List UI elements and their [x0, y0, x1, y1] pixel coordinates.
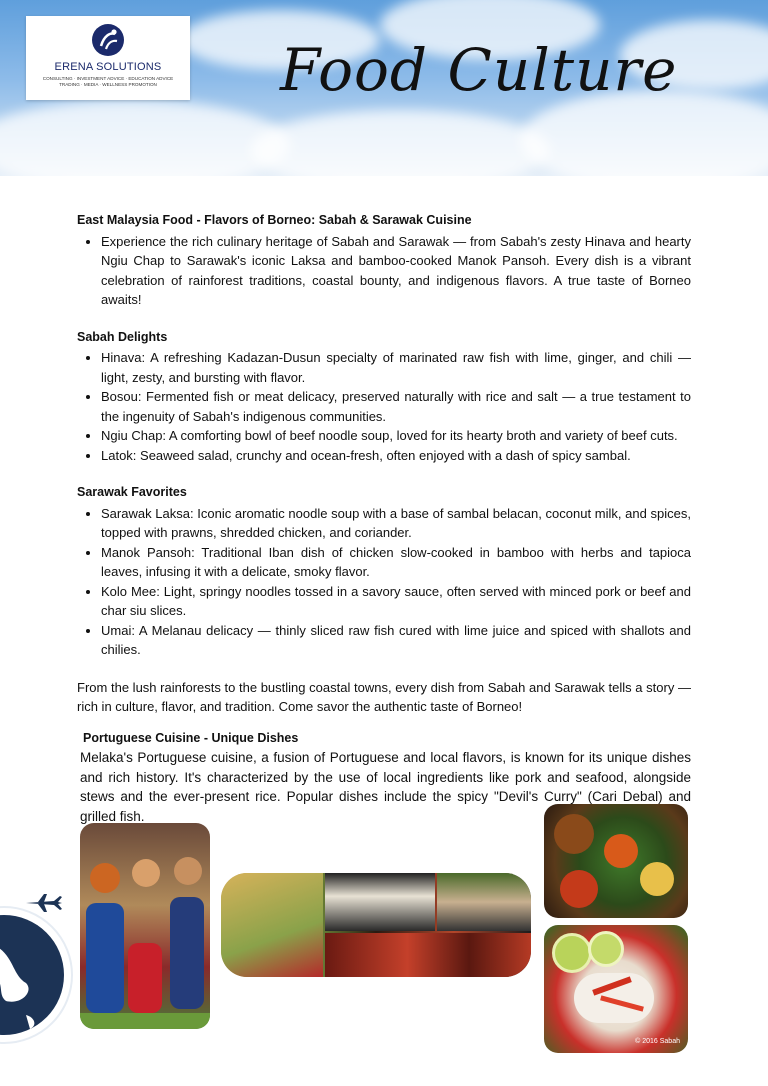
list-item: • Umai: A Melanau delicacy — thinly sliced raw fish cured with lime juice and spiced with shallots and chilies.: [101, 621, 691, 660]
list-item: • Kolo Mee: Light, springy noodles tossed in a savory sauce, often served with minced pork or beef and char siu slices.: [101, 582, 691, 621]
hinava-dish-photo: [544, 925, 688, 1053]
list-item: • Manok Pansoh: Traditional Iban dish of chicken slow-cooked in bamboo with herbs and tapioca leaves, infusing it with a delicate, smoky flavor.: [101, 543, 691, 582]
east-malaysia-heading: East Malaysia Food - Flavors of Borneo: Sabah & Sarawak Cuisine: [77, 213, 472, 227]
list-item: • Hinava: A refreshing Kadazan-Dusun specialty of marinated raw fish with lime, ginger, and chili — light, zesty, and bursting with flavor.: [101, 348, 691, 387]
brand-name: ERENA SOLUTIONS: [54, 61, 162, 73]
logo-emblem-icon: [90, 22, 126, 58]
closing-paragraph: From the lush rainforests to the bustling coastal towns, every dish from Sabah and Sarawak tells a story — rich in culture, flavor, and tradition. Come savor the authentic taste of Borneo!: [77, 679, 691, 714]
airplane-icon: [24, 890, 64, 916]
portuguese-heading: Portuguese Cuisine - Unique Dishes: [83, 730, 299, 745]
portuguese-dancers-photo: [80, 823, 210, 1029]
list-item: • Sarawak Laksa: Iconic aromatic noodle soup with a base of sambal belacan, coconut milk, and spices, topped with prawns, shredded chicken, and coriander.: [101, 504, 691, 543]
sabah-list: [77, 348, 691, 465]
sarawak-list: [77, 504, 691, 660]
sky-header: [0, 0, 768, 176]
portuguese-paragraph: Melaka's Portuguese cuisine, a fusion of Portuguese and local flavors, is known for its unique dishes and rich history. It's characterized by the use of local ingredients like pork and seafood, alongside stews and the ever-present rice. Popular dishes include the spicy "Devil's Curry" (Cari Debal) and grilled fish.: [80, 750, 691, 824]
list-item: • Ngiu Chap: A comforting bowl of beef noodle soup, loved for its hearty broth and variety of beef cuts.: [101, 426, 691, 446]
page-title: Food Culture: [280, 36, 678, 104]
globe-icon: [0, 905, 74, 1045]
east-malaysia-list: [77, 232, 691, 310]
list-item: • Bosou: Fermented fish or meat delicacy, preserved naturally with rice and salt — a true testament to the ingenuity of Sabah's indigenous communities.: [101, 387, 691, 426]
brand-tagline-line-1: CONSULTING · INVESTMENT ADVICE · EDUCATION ADVICE: [42, 76, 174, 81]
photo-watermark: © 2016 Sabah: [635, 1038, 680, 1045]
brand-tagline-line-2: TRADING · MEDIA · WELLNESS PROMOTION: [59, 82, 157, 87]
list-item: • Latok: Seaweed salad, crunchy and ocean-fresh, often enjoyed with a dash of spicy sambal.: [101, 446, 691, 466]
borneo-food-platter-photo: [544, 804, 688, 918]
article-body: [77, 211, 691, 826]
borneo-culture-collage-photo: [221, 873, 531, 977]
list-item: • Experience the rich culinary heritage of Sabah and Sarawak — from Sabah's zesty Hinava and hearty Ngiu Chap to Sarawak's iconic Laksa and bamboo-cooked Manok Pansoh. Every dish is a vibrant celebration of rainforest traditions, coastal bounty, and indigenous flavors. A true taste of Borneo awaits!: [101, 232, 691, 310]
sabah-heading: Sabah Delights: [77, 329, 168, 344]
company-logo: [26, 16, 190, 100]
sarawak-heading: Sarawak Favorites: [77, 485, 187, 499]
